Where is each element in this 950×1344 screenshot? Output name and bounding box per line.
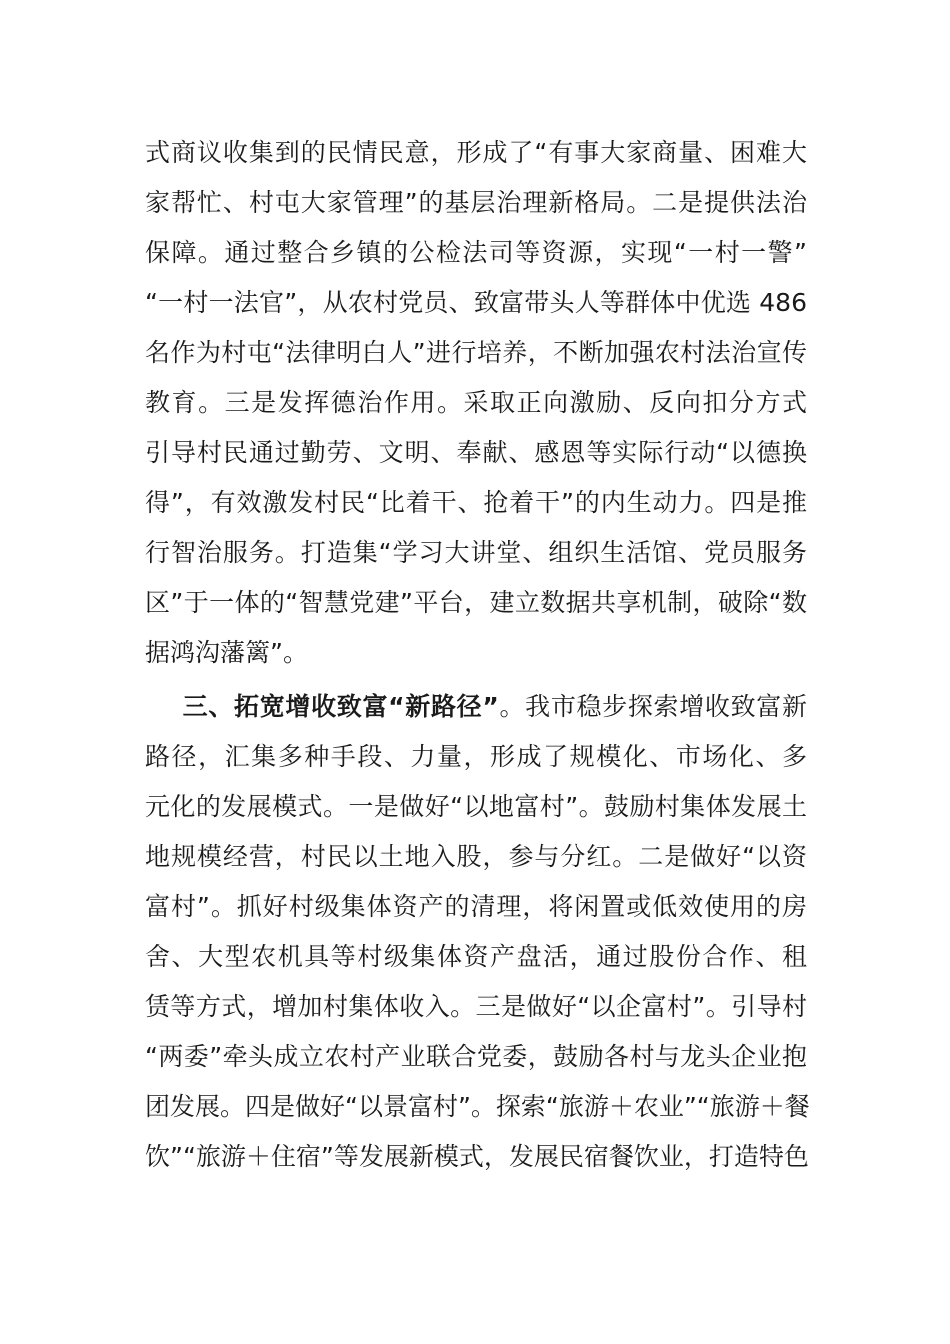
paragraph-line: “一村一法官”，从农村党员、致富带头人等群体中优选 486 (145, 288, 807, 317)
paragraph-line: 饮”“旅游＋住宿”等发展新模式，发展民宿餐饮业，打造特色 (145, 1142, 809, 1171)
paragraph-line-rest: 。我市稳步探索增收致富新 (498, 692, 807, 721)
paragraph-line: 地规模经营，村民以土地入股，参与分红。二是做好“以资 (145, 842, 807, 871)
paragraph-line: 赁等方式，增加村集体收入。三是做好“以企富村”。引导村 (145, 992, 807, 1021)
paragraph-line: 家帮忙、村屯大家管理”的基层治理新格局。二是提供法治 (145, 188, 807, 217)
paragraph-line: 路径，汇集多种手段、力量，形成了规模化、市场化、多 (145, 742, 807, 771)
section-heading: 三、拓宽增收致富“新路径” (182, 692, 499, 721)
paragraph-line: 据鸿沟藩篱”。 (145, 638, 308, 667)
paragraph-line: “两委”牵头成立农村产业联合党委，鼓励各村与龙头企业抱 (145, 1042, 807, 1071)
paragraph-line: 区”于一体的“智慧党建”平台，建立数据共享机制，破除“数 (145, 588, 807, 617)
paragraph-line: 团发展。四是做好“以景富村”。探索“旅游＋农业”“旅游＋餐 (145, 1092, 810, 1121)
paragraph-line: 舍、大型农机具等村级集体资产盘活，通过股份合作、租 (145, 942, 807, 971)
paragraph-line: 行智治服务。打造集“学习大讲堂、组织生活馆、党员服务 (145, 538, 807, 567)
paragraph-income-paths (145, 682, 810, 1182)
paragraph-line: 保障。通过整合乡镇的公检法司等资源，实现“一村一警” (145, 238, 807, 267)
paragraph-line: 引导村民通过勤劳、文明、奉献、感恩等实际行动“以德换 (145, 438, 807, 467)
paragraph-first-line (145, 682, 807, 732)
paragraph-line: 富村”。抓好村级集体资产的清理，将闲置或低效使用的房 (145, 892, 807, 921)
paragraph-line: 式商议收集到的民情民意，形成了“有事大家商量、困难大 (145, 138, 807, 167)
paragraph-line: 元化的发展模式。一是做好“以地富村”。鼓励村集体发展土 (145, 792, 807, 821)
paragraph-line: 教育。三是发挥德治作用。采取正向激励、反向扣分方式 (145, 388, 807, 417)
paragraph-governance (145, 128, 807, 678)
paragraph-line: 得”，有效激发村民“比着干、抢着干”的内生动力。四是推 (145, 488, 807, 517)
paragraph-line: 名作为村屯“法律明白人”进行培养，不断加强农村法治宣传 (145, 338, 807, 367)
